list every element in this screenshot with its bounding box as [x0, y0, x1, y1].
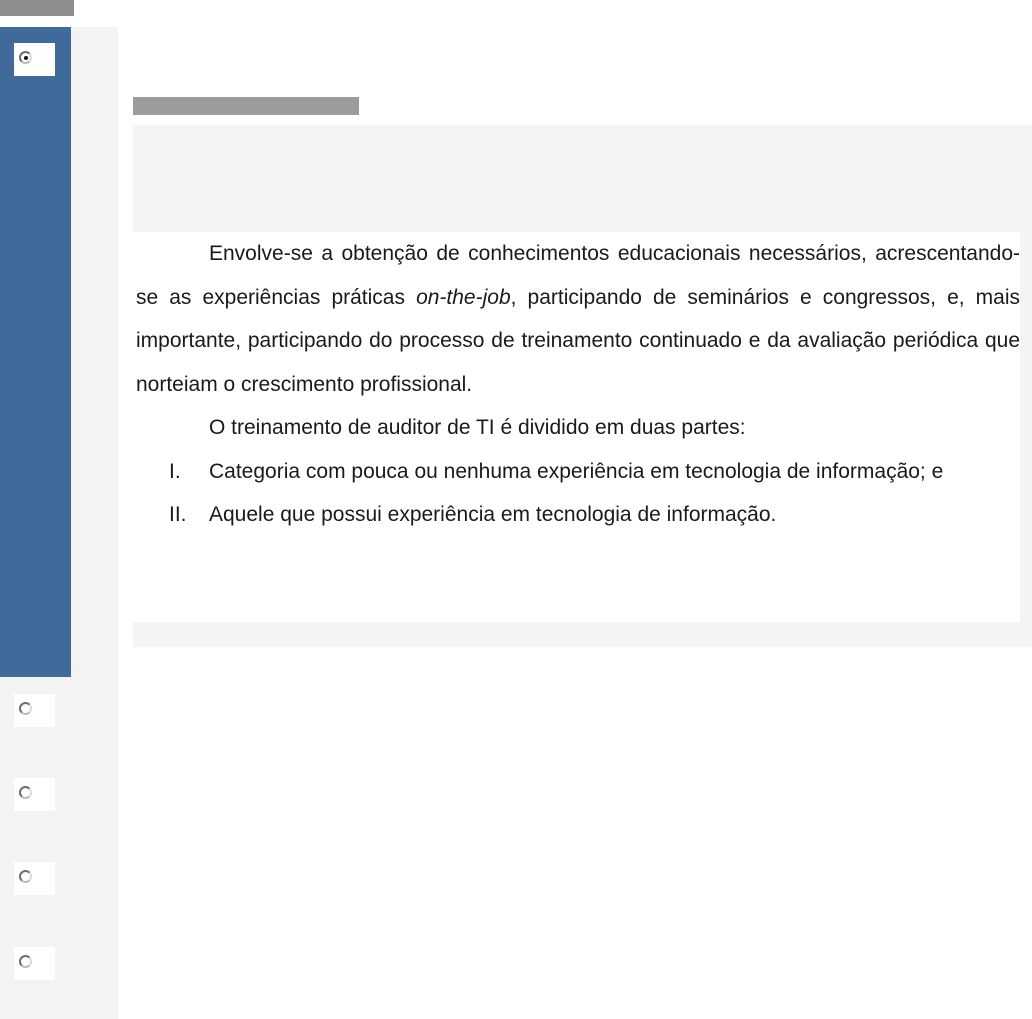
list-marker	[133, 493, 209, 537]
option-radio-c[interactable]	[14, 778, 55, 811]
option-radio-e[interactable]	[14, 947, 55, 980]
list-marker-text: II.	[169, 503, 187, 526]
radio-empty-icon[interactable]	[19, 870, 32, 883]
paragraph-1	[133, 232, 1020, 406]
paragraph-1-italic: on-the-job	[416, 285, 511, 309]
list-item	[133, 450, 1020, 494]
option-radio-d[interactable]	[14, 862, 55, 895]
paragraph-1-text-end: , participando de seminários e congressos, e, mais importante, participando do processo de treinamento continuado e da avaliação periódica que norteiam o crescimento profissional.	[136, 285, 1020, 396]
list-item-text: Categoria com pouca ou nenhuma experiência em tecnologia de informação; e	[209, 459, 944, 483]
question-header-placeholder	[133, 97, 359, 115]
roman-list	[133, 450, 1020, 537]
list-marker-text: I.	[169, 459, 181, 483]
option-radio-b[interactable]	[14, 694, 55, 727]
option-content-panel[interactable]	[133, 125, 1032, 647]
radio-empty-icon[interactable]	[19, 786, 32, 799]
radio-dot-icon	[24, 56, 28, 60]
option-radio-a[interactable]	[14, 43, 55, 76]
radio-selected-icon[interactable]	[19, 51, 32, 64]
list-item-text: Aquele que possui experiência em tecnologia de informação.	[209, 503, 777, 526]
radio-empty-icon[interactable]	[19, 955, 32, 968]
list-marker	[133, 450, 209, 494]
option-text-block	[133, 232, 1020, 622]
selected-option-highlight	[0, 27, 71, 677]
paragraph-2: O treinamento de auditor de TI é dividido em duas partes:	[209, 416, 746, 439]
radio-empty-icon[interactable]	[19, 702, 32, 715]
top-tab[interactable]	[0, 0, 74, 16]
list-item	[133, 493, 1020, 537]
paragraph-1-text: Envolve-se a obtenção de conhecimentos educacionais necessários, acrescentando-se as experiências práticas	[136, 242, 1020, 309]
